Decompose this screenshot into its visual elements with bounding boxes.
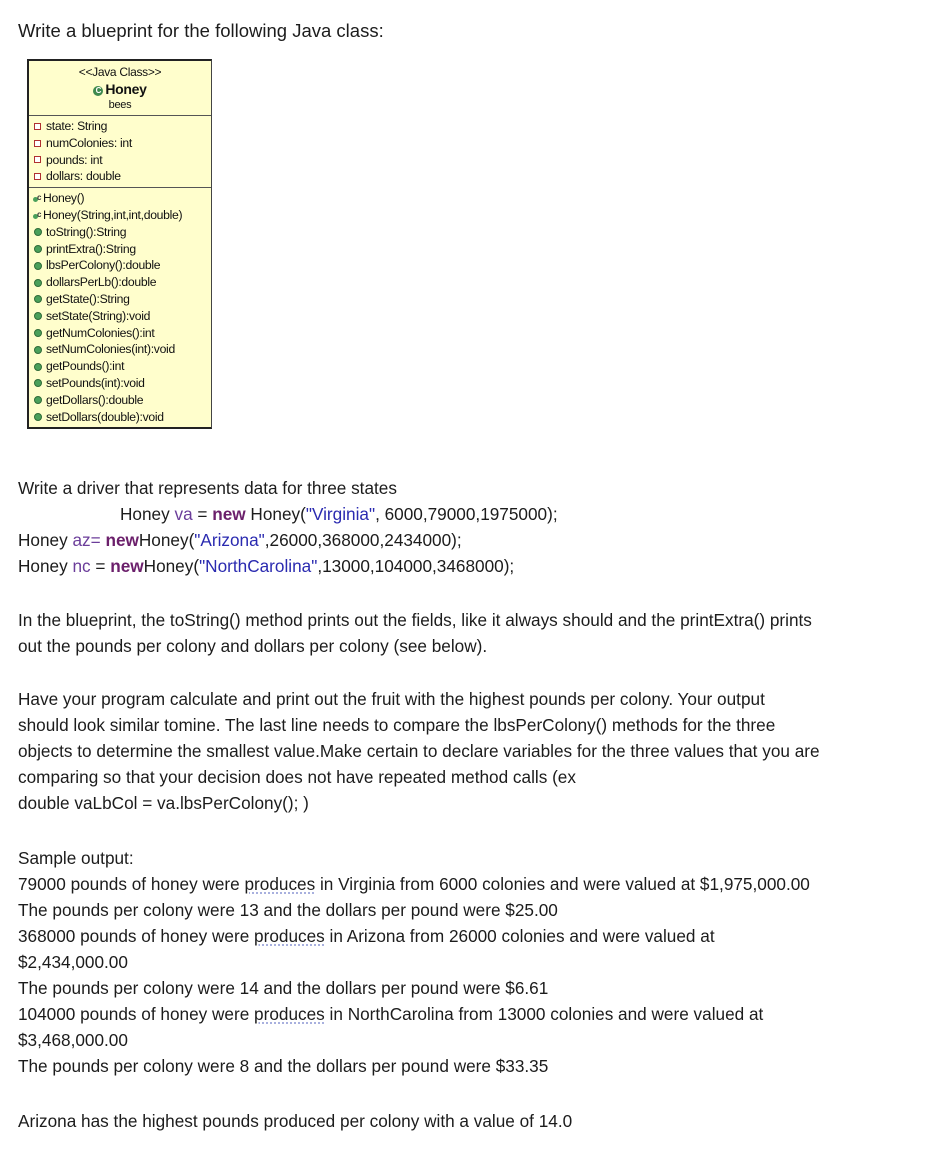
- uml-method-text: printExtra():String: [46, 241, 136, 256]
- uml-method: [32, 291, 211, 308]
- uml-field: [32, 168, 211, 185]
- public-method-icon: [34, 346, 42, 354]
- conclusion-line: Arizona has the highest pounds produced per colony with a value of 14.0: [18, 1111, 573, 1131]
- sample-text: in Virginia from 6000 colonies and were valued at $1,975,000.00: [315, 874, 810, 894]
- sample-text: The pounds per colony were 13 and the dollars per pound were $25.00: [18, 900, 558, 920]
- uml-method-text: setNumColonies(int):void: [46, 342, 175, 357]
- uml-method: [32, 341, 211, 358]
- constructor-icon: [33, 211, 42, 220]
- public-method-icon: [34, 396, 42, 404]
- code-args: ,26000,368000,2434000);: [264, 530, 462, 550]
- uml-method-text: getDollars():double: [46, 392, 144, 407]
- sample-line: [18, 949, 928, 975]
- uml-methods-section: [29, 188, 211, 427]
- code-eq: =: [192, 504, 213, 524]
- sample-text: in NorthCarolina from 13000 colonies and were valued at: [324, 1004, 764, 1024]
- conclusion: [18, 1108, 928, 1134]
- uml-package: bees: [108, 99, 132, 111]
- paragraph-line: out the pounds per colony and dollars per colony (see below).: [18, 636, 488, 656]
- uml-method: [32, 409, 211, 426]
- public-method-icon: [34, 295, 42, 303]
- code-line-nc: [18, 553, 928, 579]
- public-method-icon: [34, 413, 42, 421]
- uml-class-name-text: Honey: [105, 81, 147, 97]
- uml-constructor-text: Honey(String,int,int,double): [43, 207, 183, 222]
- uml-class-name: [29, 80, 211, 99]
- code-ctor: Honey(: [143, 556, 200, 576]
- sample-text: $3,468,000.00: [18, 1030, 128, 1050]
- uml-field: [32, 118, 211, 135]
- driver-intro: Write a driver that represents data for three states: [18, 478, 397, 498]
- uml-method: [32, 392, 211, 409]
- paragraph-instructions: [18, 686, 928, 816]
- class-icon: C: [93, 86, 103, 96]
- sample-line: [18, 1001, 928, 1027]
- private-field-icon: [34, 123, 41, 130]
- public-method-icon: [34, 228, 42, 236]
- uml-method: [32, 224, 211, 241]
- uml-method-text: lbsPerColony():double: [46, 258, 161, 273]
- code-keyword: new: [105, 530, 139, 550]
- code-ctor: Honey(: [245, 504, 306, 524]
- sample-text: The pounds per colony were 8 and the dollars per pound were $33.35: [18, 1056, 549, 1076]
- public-method-icon: [34, 329, 42, 337]
- constructor-icon: [33, 194, 42, 203]
- uml-class-diagram: [27, 59, 212, 429]
- private-field-icon: [34, 156, 41, 163]
- code-args: ,13000,104000,3468000);: [317, 556, 515, 576]
- sample-output: [18, 845, 928, 1079]
- uml-method-text: toString():String: [46, 224, 127, 239]
- public-method-icon: [34, 379, 42, 387]
- sample-line: [18, 1027, 928, 1053]
- code-var: nc: [72, 556, 91, 576]
- uml-method-text: setState(String):void: [46, 308, 151, 323]
- uml-method-text: getState():String: [46, 291, 130, 306]
- sample-text: 79000 pounds of honey were: [18, 874, 245, 894]
- public-method-icon: [34, 363, 42, 371]
- code-var: va: [174, 504, 193, 524]
- sample-line: [18, 1053, 928, 1079]
- uml-field-text: state: String: [46, 119, 108, 133]
- code-var: az=: [72, 530, 101, 550]
- sample-line: [18, 871, 928, 897]
- private-field-icon: [34, 140, 41, 147]
- code-args: , 6000,79000,1975000);: [375, 504, 558, 524]
- code-keyword: new: [212, 504, 246, 524]
- paragraph-tostring: [18, 607, 928, 659]
- private-field-icon: [34, 173, 41, 180]
- sample-text: The pounds per colony were 14 and the dollars per pound were $6.61: [18, 978, 549, 998]
- spelling-underlined-word: produces: [244, 874, 316, 894]
- code-string: "Arizona": [194, 530, 265, 550]
- code-keyword: new: [110, 556, 144, 576]
- spelling-underlined-word: produces: [254, 1004, 325, 1024]
- sample-output-label: Sample output:: [18, 848, 134, 868]
- uml-method: [32, 308, 211, 325]
- uml-field: [32, 135, 211, 152]
- code-string: "Virginia": [305, 504, 376, 524]
- uml-method: [32, 325, 211, 342]
- uml-header: [29, 61, 211, 116]
- uml-stereotype: <<Java Class>>: [78, 65, 162, 79]
- uml-method: [32, 241, 211, 258]
- code-line-az: [18, 527, 928, 553]
- uml-constructor: [32, 190, 211, 207]
- paragraph-line: double vaLbCol = va.lbsPerColony(); ): [18, 793, 309, 813]
- paragraph-line: Have your program calculate and print out the fruit with the highest pounds per colony. Your output: [18, 689, 765, 709]
- uml-method: [32, 274, 211, 291]
- code-line-va: [18, 501, 928, 527]
- uml-constructor: [32, 207, 211, 224]
- uml-field: [32, 152, 211, 169]
- uml-method-text: setDollars(double):void: [46, 409, 164, 424]
- uml-method: [32, 358, 211, 375]
- sample-text: in Arizona from 26000 colonies and were valued at: [324, 926, 715, 946]
- page-heading: Write a blueprint for the following Java class:: [18, 20, 384, 41]
- uml-method-text: getPounds():int: [46, 359, 125, 374]
- sample-text: 368000 pounds of honey were: [18, 926, 255, 946]
- paragraph-line: In the blueprint, the toString() method prints out the fields, like it always should and the printExtra() prints: [18, 610, 812, 630]
- public-method-icon: [34, 312, 42, 320]
- uml-field-text: pounds: int: [46, 152, 103, 167]
- code-string: "NorthCarolina": [199, 556, 318, 576]
- sample-line: [18, 975, 928, 1001]
- paragraph-line: objects to determine the smallest value.Make certain to declare variables for the three values that you are: [18, 741, 820, 761]
- public-method-icon: [34, 245, 42, 253]
- sample-text: 104000 pounds of honey were: [18, 1004, 255, 1024]
- public-method-icon: [34, 279, 42, 287]
- sample-line: [18, 897, 928, 923]
- spelling-underlined-word: produces: [254, 926, 325, 946]
- code-ctor: Honey(: [138, 530, 195, 550]
- code-eq: =: [90, 556, 111, 576]
- uml-field-text: dollars: double: [46, 169, 121, 184]
- uml-constructor-text: Honey(): [43, 191, 85, 206]
- sample-text: $2,434,000.00: [18, 952, 128, 972]
- paragraph-line: should look similar tomine. The last line needs to compare the lbsPerColony() methods for the three: [18, 715, 776, 735]
- code-type: Honey: [18, 530, 73, 550]
- code-type: Honey: [120, 504, 175, 524]
- code-type: Honey: [18, 556, 73, 576]
- uml-method-text: dollarsPerLb():double: [46, 275, 157, 290]
- paragraph-line: comparing so that your decision does not have repeated method calls (ex: [18, 767, 576, 787]
- uml-method: [32, 257, 211, 274]
- uml-method: [32, 375, 211, 392]
- uml-field-text: numColonies: int: [46, 135, 132, 150]
- uml-fields-section: [29, 116, 211, 188]
- uml-method-text: setPounds(int):void: [46, 375, 145, 390]
- uml-method-text: getNumColonies():int: [46, 325, 155, 340]
- public-method-icon: [34, 262, 42, 270]
- sample-line: [18, 923, 928, 949]
- driver-section: [18, 475, 928, 579]
